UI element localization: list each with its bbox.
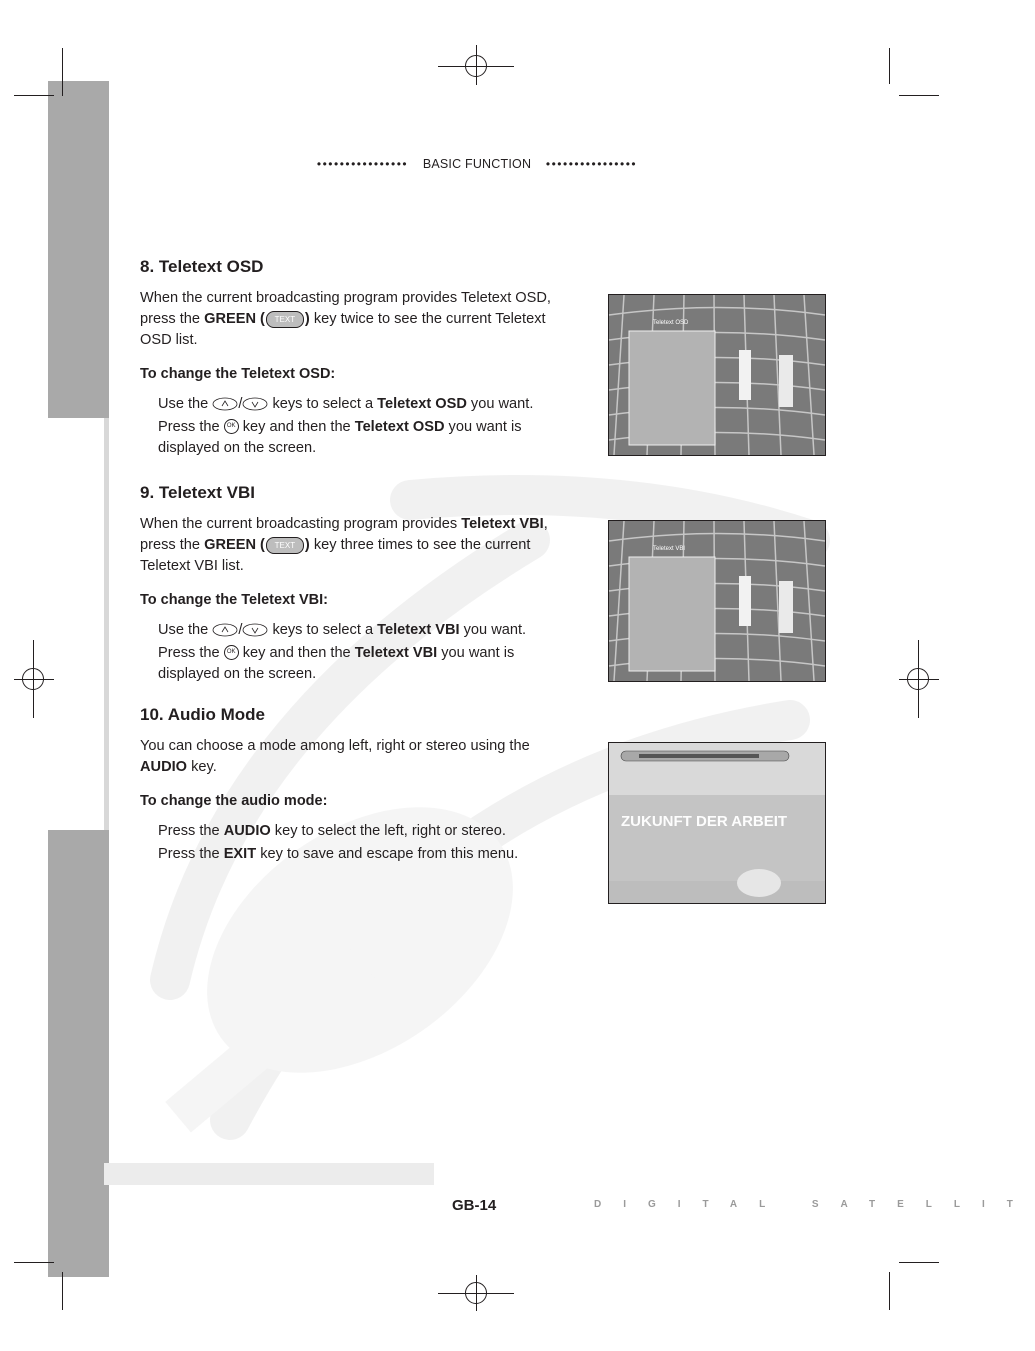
section-heading: 9. Teletext VBI (140, 483, 255, 502)
teletext-osd-screenshot (608, 294, 826, 456)
registration-mark (465, 1282, 487, 1304)
header-dots-right: •••••••••••••••• (545, 157, 638, 171)
crop-mark (899, 1262, 939, 1263)
intro-line: AUDIO key. (140, 759, 217, 775)
section-intro (140, 514, 588, 577)
intro-line: Teletext VBI list. (140, 558, 244, 574)
ok-key-icon: OK (224, 645, 239, 660)
crop-mark (62, 1272, 63, 1310)
section-heading: 8. Teletext OSD (140, 257, 264, 276)
up-arrow-key-icon (212, 397, 238, 411)
tv-screen-image (609, 295, 825, 455)
intro-line: When the current broadcasting program provides Teletext OSD, (140, 290, 551, 306)
intro-line: When the current broadcasting program provides Teletext VBI, (140, 516, 548, 532)
crop-mark (899, 95, 939, 96)
tv-screen-image (609, 521, 825, 681)
brand-footer: DIGITAL SATELLIT (594, 1199, 1035, 1210)
teletext-vbi-screenshot (608, 520, 826, 682)
intro-line: press the GREEN ( TEXT ) key twice to see the current Teletext (140, 311, 546, 327)
instruction-step: Use the / keys to select a Teletext VBI you want. Press the OK key and then the Teletext VBI you want is displayed on the screen. (158, 622, 527, 682)
screen-title: Teletext OSD (653, 320, 689, 326)
text-key-icon: TEXT (266, 311, 304, 328)
text-key-icon: TEXT (266, 537, 304, 554)
header-dots-left: •••••••••••••••• (316, 157, 409, 171)
section-intro (140, 736, 588, 778)
header-title: BASIC FUNCTION (422, 157, 532, 171)
crop-mark (62, 48, 63, 96)
crop-mark (889, 1272, 890, 1310)
up-arrow-key-icon (212, 623, 238, 637)
intro-line: You can choose a mode among left, right or stereo using the (140, 738, 530, 754)
subheading: To change the audio mode: (140, 793, 328, 809)
registration-mark (465, 55, 487, 77)
crop-mark (14, 95, 54, 96)
instruction-step: Press the AUDIO key to select the left, right or stereo. Press the EXIT key to save and escape from this menu. (158, 823, 519, 862)
instruction-step: Use the / keys to select a Teletext OSD you want. Press the OK key and then the Teletext OSD you want is displayed on the screen. (158, 396, 534, 456)
ok-key-icon: OK (224, 419, 239, 434)
crop-mark (14, 1262, 54, 1263)
subheading: To change the Teletext OSD: (140, 366, 336, 382)
down-arrow-key-icon (242, 397, 268, 411)
intro-line: press the GREEN ( TEXT ) key three times to see the current (140, 537, 531, 553)
intro-line: OSD list. (140, 332, 198, 348)
down-arrow-key-icon (242, 623, 268, 637)
crop-mark (889, 48, 890, 84)
running-header (0, 157, 954, 171)
page-number: GB-14 (452, 1197, 497, 1214)
side-bar-top (48, 81, 109, 418)
audio-mode-screenshot (608, 742, 826, 904)
registration-mark (907, 668, 929, 690)
registration-mark (22, 668, 44, 690)
subheading: To change the Teletext VBI: (140, 592, 328, 608)
screen-headline: ZUKUNFT DER ARBEIT (621, 813, 788, 830)
side-bar-bottom (48, 830, 109, 1277)
screen-title: Teletext VBI (653, 546, 686, 552)
side-bar-mid (104, 418, 109, 830)
section-heading: 10. Audio Mode (140, 705, 265, 724)
section-intro (140, 288, 588, 351)
